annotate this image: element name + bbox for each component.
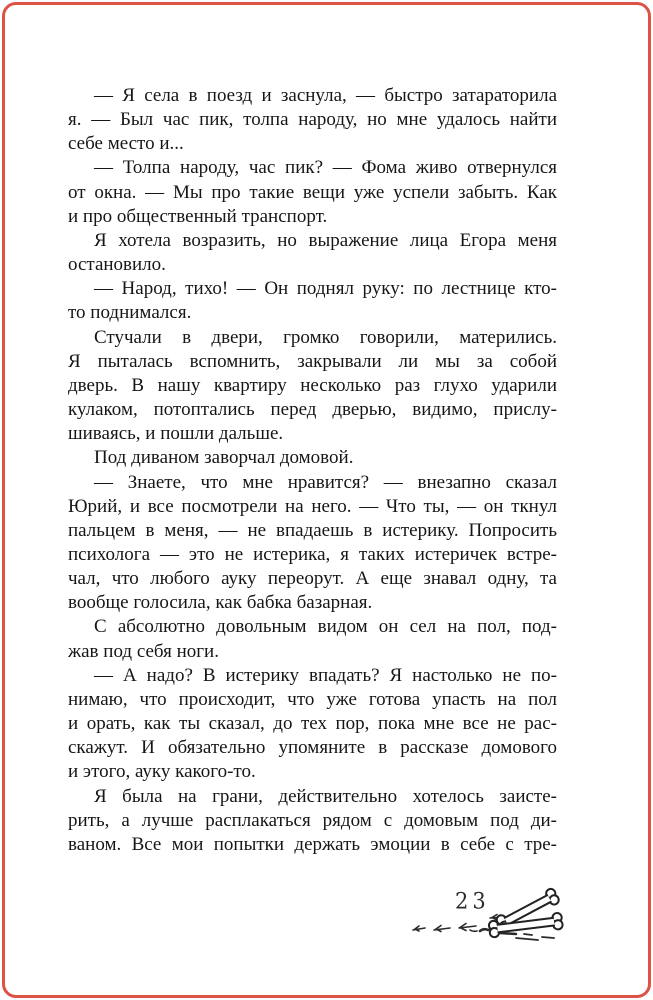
paragraph — [68, 229, 557, 277]
text-line: — Знаете, что мне нравится? — внезапно сказал — [94, 471, 557, 493]
text-line: и орать, как ты сказал, до тех пор, пока мне все не рас- — [68, 713, 557, 735]
text-line: остановило. — [68, 254, 166, 276]
text-line: — Толпа народу, час пик? — Фома живо отвернулся — [94, 157, 557, 179]
text-line: — Народ, тихо! — Он поднял руку: по лестнице кто- — [94, 278, 557, 300]
text-line: Под диваном заворчал домовой. — [94, 447, 354, 469]
text-line: шиваясь, и пошли дальше. — [68, 423, 284, 445]
text-line: и про общественный транспорт. — [68, 205, 328, 227]
text-line: чал, что любого ауку переорут. А еще знавал одну, та — [68, 568, 557, 590]
paragraph — [68, 471, 557, 616]
page-number: 23 — [455, 888, 490, 914]
text-line: скажут. И обязательно упомяните в рассказе домового — [68, 737, 557, 759]
paragraph — [68, 615, 557, 663]
page-text — [68, 84, 557, 857]
text-line: Я была на грани, действительно хотелось заисте- — [94, 785, 557, 807]
text-line: Стучали в двери, громко говорили, матерились. — [94, 326, 557, 348]
text-line: я. — Был час пик, толпа народу, но мне удалось найти — [68, 109, 557, 131]
text-line: пальцем в меня, — не впадаешь в истерику. Попросить — [68, 519, 557, 541]
text-line: вообще голосила, как бабка базарная. — [68, 592, 373, 614]
text-line: С абсолютно довольным видом он сел на пол, под- — [94, 616, 557, 638]
paragraph — [68, 277, 557, 325]
text-line: Я пыталась вспомнить, закрывали ли мы за собой — [68, 350, 557, 372]
paragraph — [68, 664, 557, 785]
text-line: Я хотела возразить, но выражение лица Егора меня — [94, 229, 557, 251]
text-line: от окна. — Мы про такие вещи уже успели забыть. Как — [68, 181, 557, 203]
paragraph — [68, 326, 557, 447]
text-line: рить, а лучше расплакаться рядом с домовым под ди- — [68, 809, 557, 831]
text-line: психолога — это не истерика, я таких истеричек встре- — [68, 543, 557, 565]
paragraph — [68, 156, 557, 228]
text-line: нимаю, что происходит, что уже готова упасть на пол — [68, 688, 557, 710]
text-line: ваном. Все мои попытки держать эмоции в себе с тре- — [68, 833, 557, 855]
text-line: и этого, ауку какого-то. — [68, 761, 256, 783]
text-line: дверь. В нашу квартиру несколько раз глухо ударили — [68, 374, 557, 396]
paragraph — [68, 785, 557, 857]
text-line: Юрий, и все посмотрели на него. — Что ты, — он ткнул — [68, 495, 557, 517]
text-line: кулаком, потоптались перед дверью, видимо, прислу- — [68, 399, 557, 421]
paragraph — [68, 84, 557, 156]
paragraph — [68, 446, 557, 470]
text-line: жав под себя ноги. — [68, 640, 219, 662]
crossed-bones-doodle-icon — [404, 882, 576, 946]
text-line: — А надо? В истерику впадать? Я настолько не по- — [94, 664, 557, 686]
text-line: себе место и... — [68, 133, 184, 155]
text-line: то поднимался. — [68, 302, 192, 324]
text-line: — Я села в поезд и заснула, — быстро затараторила — [94, 85, 557, 106]
